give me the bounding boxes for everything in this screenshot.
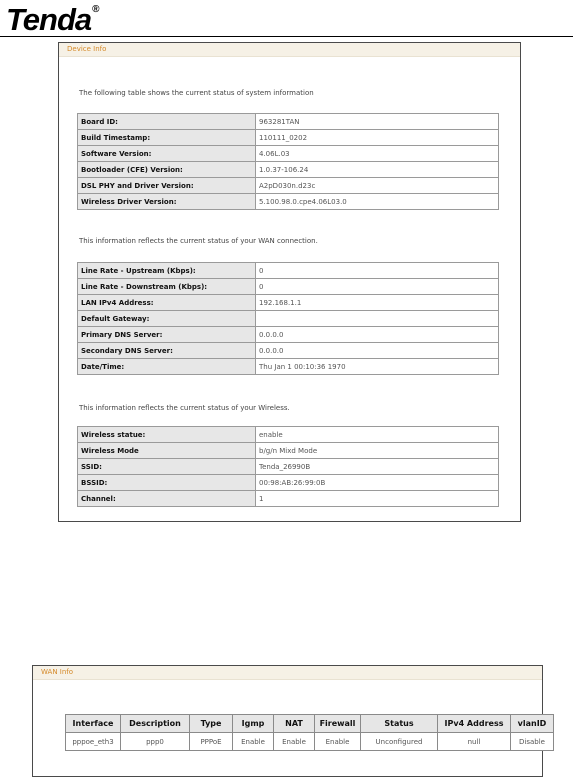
kv-row [78, 327, 499, 343]
row-label: LAN IPv4 Address: [78, 295, 256, 311]
wan-status-description: This information reflects the current status of your WAN connection. [79, 237, 318, 245]
row-value: 00:98:AB:26:99:0B [256, 475, 499, 491]
kv-row [78, 279, 499, 295]
device-info-title: Device Info [59, 43, 520, 57]
wan-cell: Enable [233, 733, 274, 751]
row-label: BSSID: [78, 475, 256, 491]
kv-row [78, 162, 499, 178]
wan-column-header: IPv4 Address [438, 715, 511, 733]
kv-row [78, 443, 499, 459]
wan-cell: pppoe_eth3 [66, 733, 121, 751]
row-value: 0.0.0.0 [256, 327, 499, 343]
row-label: Line Rate - Downstream (Kbps): [78, 279, 256, 295]
row-value: Tenda_26990B [256, 459, 499, 475]
wan-info-table [65, 714, 554, 751]
row-value: 0.0.0.0 [256, 343, 499, 359]
row-label: Date/Time: [78, 359, 256, 375]
row-value: 1 [256, 491, 499, 507]
wan-column-header: Firewall [315, 715, 361, 733]
row-value [256, 311, 499, 327]
wireless-status-table [77, 426, 499, 507]
wan-cell: Unconfigured [361, 733, 438, 751]
system-info-description: The following table shows the current status of system information [79, 89, 314, 97]
kv-row [78, 427, 499, 443]
row-value: 963281TAN [256, 114, 499, 130]
row-label: Wireless Mode [78, 443, 256, 459]
wan-column-header: Description [121, 715, 190, 733]
row-label: Default Gateway: [78, 311, 256, 327]
row-label: Build Timestamp: [78, 130, 256, 146]
wan-column-header: Status [361, 715, 438, 733]
wan-cell: Disable [511, 733, 554, 751]
row-value: b/g/n Mixd Mode [256, 443, 499, 459]
row-label: Wireless Driver Version: [78, 194, 256, 210]
wireless-status-description: This information reflects the current status of your Wireless. [79, 404, 290, 412]
header-rule [0, 36, 573, 37]
kv-row [78, 459, 499, 475]
kv-row [78, 475, 499, 491]
wan-row [66, 733, 554, 751]
kv-row [78, 178, 499, 194]
row-value: A2pD030n.d23c [256, 178, 499, 194]
wan-column-header: Type [190, 715, 233, 733]
system-info-table [77, 113, 499, 210]
row-value: 0 [256, 263, 499, 279]
kv-row [78, 194, 499, 210]
row-value: Thu Jan 1 00:10:36 1970 [256, 359, 499, 375]
row-label: Bootloader (CFE) Version: [78, 162, 256, 178]
kv-row [78, 343, 499, 359]
registered-mark: ® [92, 4, 99, 15]
row-label: Software Version: [78, 146, 256, 162]
row-value: 110111_0202 [256, 130, 499, 146]
row-label: Secondary DNS Server: [78, 343, 256, 359]
brand-logo: Tenda® [6, 2, 99, 37]
wan-column-header: vlanID [511, 715, 554, 733]
kv-row [78, 130, 499, 146]
row-label: SSID: [78, 459, 256, 475]
row-label: Board ID: [78, 114, 256, 130]
row-label: Channel: [78, 491, 256, 507]
wan-column-header: Igmp [233, 715, 274, 733]
wan-column-header: Interface [66, 715, 121, 733]
kv-row [78, 263, 499, 279]
wan-header-row [66, 715, 554, 733]
row-label: DSL PHY and Driver Version: [78, 178, 256, 194]
row-label: Line Rate - Upstream (Kbps): [78, 263, 256, 279]
wan-cell: Enable [315, 733, 361, 751]
row-value: enable [256, 427, 499, 443]
wan-cell: PPPoE [190, 733, 233, 751]
kv-row [78, 114, 499, 130]
row-value: 1.0.37-106.24 [256, 162, 499, 178]
row-value: 0 [256, 279, 499, 295]
wan-status-table [77, 262, 499, 375]
row-label: Primary DNS Server: [78, 327, 256, 343]
kv-row [78, 146, 499, 162]
kv-row [78, 295, 499, 311]
wan-column-header: NAT [274, 715, 315, 733]
row-value: 192.168.1.1 [256, 295, 499, 311]
kv-row [78, 359, 499, 375]
row-value: 4.06L.03 [256, 146, 499, 162]
row-value: 5.100.98.0.cpe4.06L03.0 [256, 194, 499, 210]
wan-cell: Enable [274, 733, 315, 751]
wan-info-title: WAN Info [33, 666, 542, 680]
kv-row [78, 311, 499, 327]
wan-cell: null [438, 733, 511, 751]
row-label: Wireless statue: [78, 427, 256, 443]
kv-row [78, 491, 499, 507]
wan-cell: ppp0 [121, 733, 190, 751]
